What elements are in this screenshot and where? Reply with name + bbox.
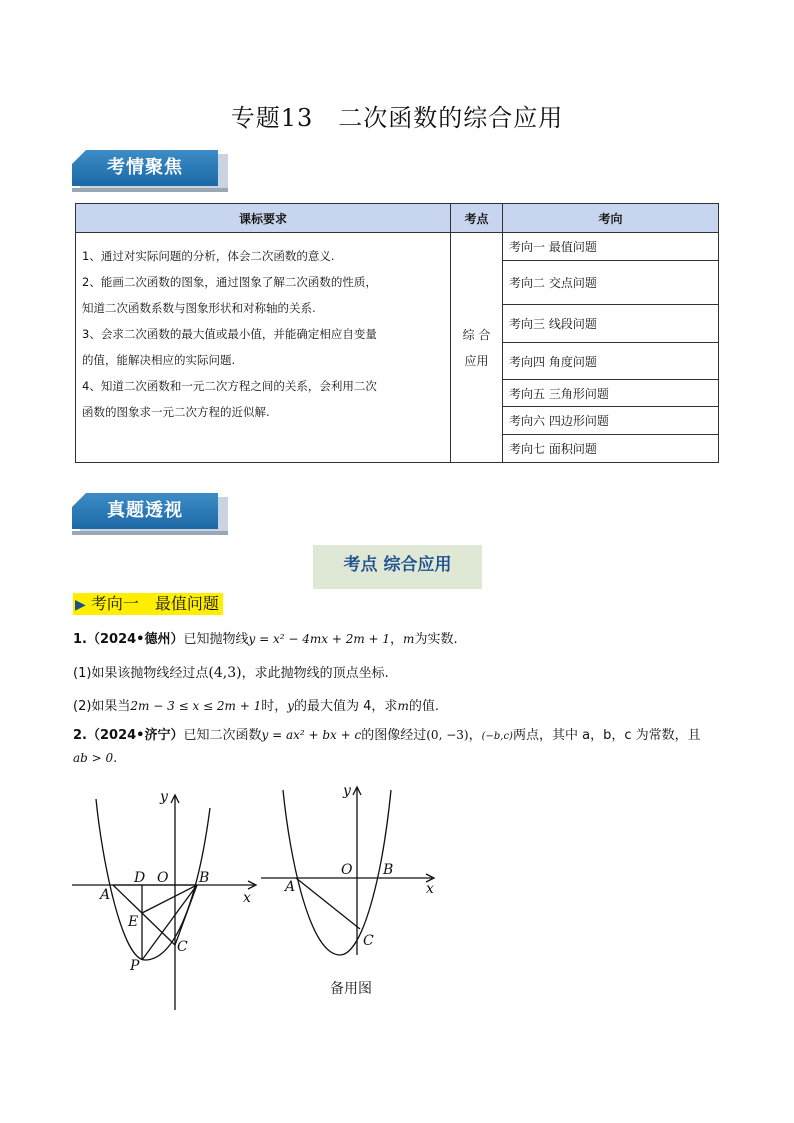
kaoxiang-item: 考向六 四边形问题 xyxy=(503,407,719,435)
label-x: x xyxy=(426,881,434,897)
kaoxiang-item: 考向七 面积问题 xyxy=(503,435,719,463)
math-equation: y = x² − 4mx + 2m + 1 xyxy=(248,632,391,646)
requirement-line: 的值，能解决相应的实际问题. xyxy=(82,353,236,367)
section-label: 考向一 最值问题 xyxy=(90,594,219,613)
segment-pb xyxy=(142,885,197,960)
kaoxiang-item: 考向三 线段问题 xyxy=(503,305,719,343)
question-text: 的最大值为 4，求 xyxy=(294,699,398,714)
triangle-right-icon: ▶ xyxy=(75,597,86,613)
label-c: C xyxy=(177,939,188,955)
kaoxiang-item: 考向一 最值问题 xyxy=(503,233,719,261)
math-point: (−b,c) xyxy=(481,731,513,742)
header-kaodian: 考点 xyxy=(451,204,503,233)
figure-2-labels xyxy=(283,783,434,949)
label-d: D xyxy=(134,870,146,886)
math-inequality: 2m − 3 ≤ x ≤ 2m + 1 xyxy=(130,699,262,713)
math-inequality: ab > 0 xyxy=(73,751,114,765)
math-variable: y xyxy=(287,699,295,713)
question-text: (1)如果该抛物线经过点 xyxy=(73,666,209,681)
figure-caption: 备用图 xyxy=(330,981,372,997)
label-b: B xyxy=(199,870,210,886)
requirement-line: 4、知道二次函数和一元二次方程之间的关系，会利用二次 xyxy=(82,379,377,393)
requirement-line: 1、通过对实际问题的分析，体会二次函数的意义. xyxy=(82,249,335,263)
question-text: 时， xyxy=(261,699,288,714)
requirement-line: 知道二次函数系数与图象形状和对称轴的关系. xyxy=(82,301,316,315)
label-e: E xyxy=(128,914,139,930)
question-text: ， xyxy=(468,728,482,743)
label-b: B xyxy=(383,862,394,878)
question-text: ， xyxy=(390,632,404,647)
segment-ac xyxy=(113,885,175,945)
requirement-line: 3、会求二次函数的最大值或最小值，并能确定相应自变量 xyxy=(82,327,377,341)
question-text: . xyxy=(113,751,118,766)
question-source: （2024•济宁） xyxy=(86,728,184,743)
header-kaoxiang: 考向 xyxy=(503,204,719,233)
label-p: P xyxy=(130,958,140,974)
question-number: 1. xyxy=(73,632,87,647)
question-text: 的图像经过 xyxy=(361,728,427,743)
parabola xyxy=(96,799,210,960)
requirement-line: 2、能画二次函数的图象，通过图象了解二次函数的性质， xyxy=(82,275,377,289)
math-point: (0, −3) xyxy=(426,728,469,742)
label-a: A xyxy=(100,887,111,903)
kaoxiang-item: 考向二 交点问题 xyxy=(503,261,719,305)
label-c: C xyxy=(363,933,374,949)
question-text: (2)如果当 xyxy=(73,699,131,714)
question-source: （2024•德州） xyxy=(86,632,184,647)
question-text: 两点，其中 a，b，c 为常数，且 xyxy=(512,728,701,743)
header-requirements: 课标要求 xyxy=(76,204,451,233)
segment-ac xyxy=(296,878,360,929)
label-a: A xyxy=(285,879,296,895)
question-text: 为实数. xyxy=(414,632,458,647)
kaodian-badge: 考点 综合应用 xyxy=(313,545,482,589)
parabola xyxy=(283,790,394,955)
kaoxiang-item: 考向四 角度问题 xyxy=(503,343,719,380)
label-y: y xyxy=(160,789,168,805)
page-title: 专题13 二次函数的综合应用 xyxy=(230,104,564,132)
question-text: 已知二次函数 xyxy=(183,728,262,743)
kaodian-line: 应用 xyxy=(464,353,489,368)
banner-label: 真题透视 xyxy=(107,500,183,521)
banner-label: 考情聚焦 xyxy=(107,157,183,178)
label-y: y xyxy=(343,783,351,799)
requirement-line: 函数的图象求一元二次方程的近似解. xyxy=(82,405,270,419)
math-variable: m xyxy=(397,699,409,713)
label-o: O xyxy=(157,870,169,886)
math-point: (4,3) xyxy=(208,665,242,681)
label-o: O xyxy=(341,862,353,878)
question-text: 的值. xyxy=(408,699,439,714)
math-equation: y = ax² + bx + c xyxy=(261,728,362,742)
question-text: 已知抛物线 xyxy=(183,632,249,647)
kaodian-line: 综 合 xyxy=(462,327,491,342)
question-number: 2. xyxy=(73,728,87,743)
question-text: ，求此抛物线的顶点坐标. xyxy=(241,666,389,681)
label-x: x xyxy=(243,890,251,906)
kaoxiang-item: 考向五 三角形问题 xyxy=(503,380,719,407)
math-variable: m xyxy=(403,632,415,646)
